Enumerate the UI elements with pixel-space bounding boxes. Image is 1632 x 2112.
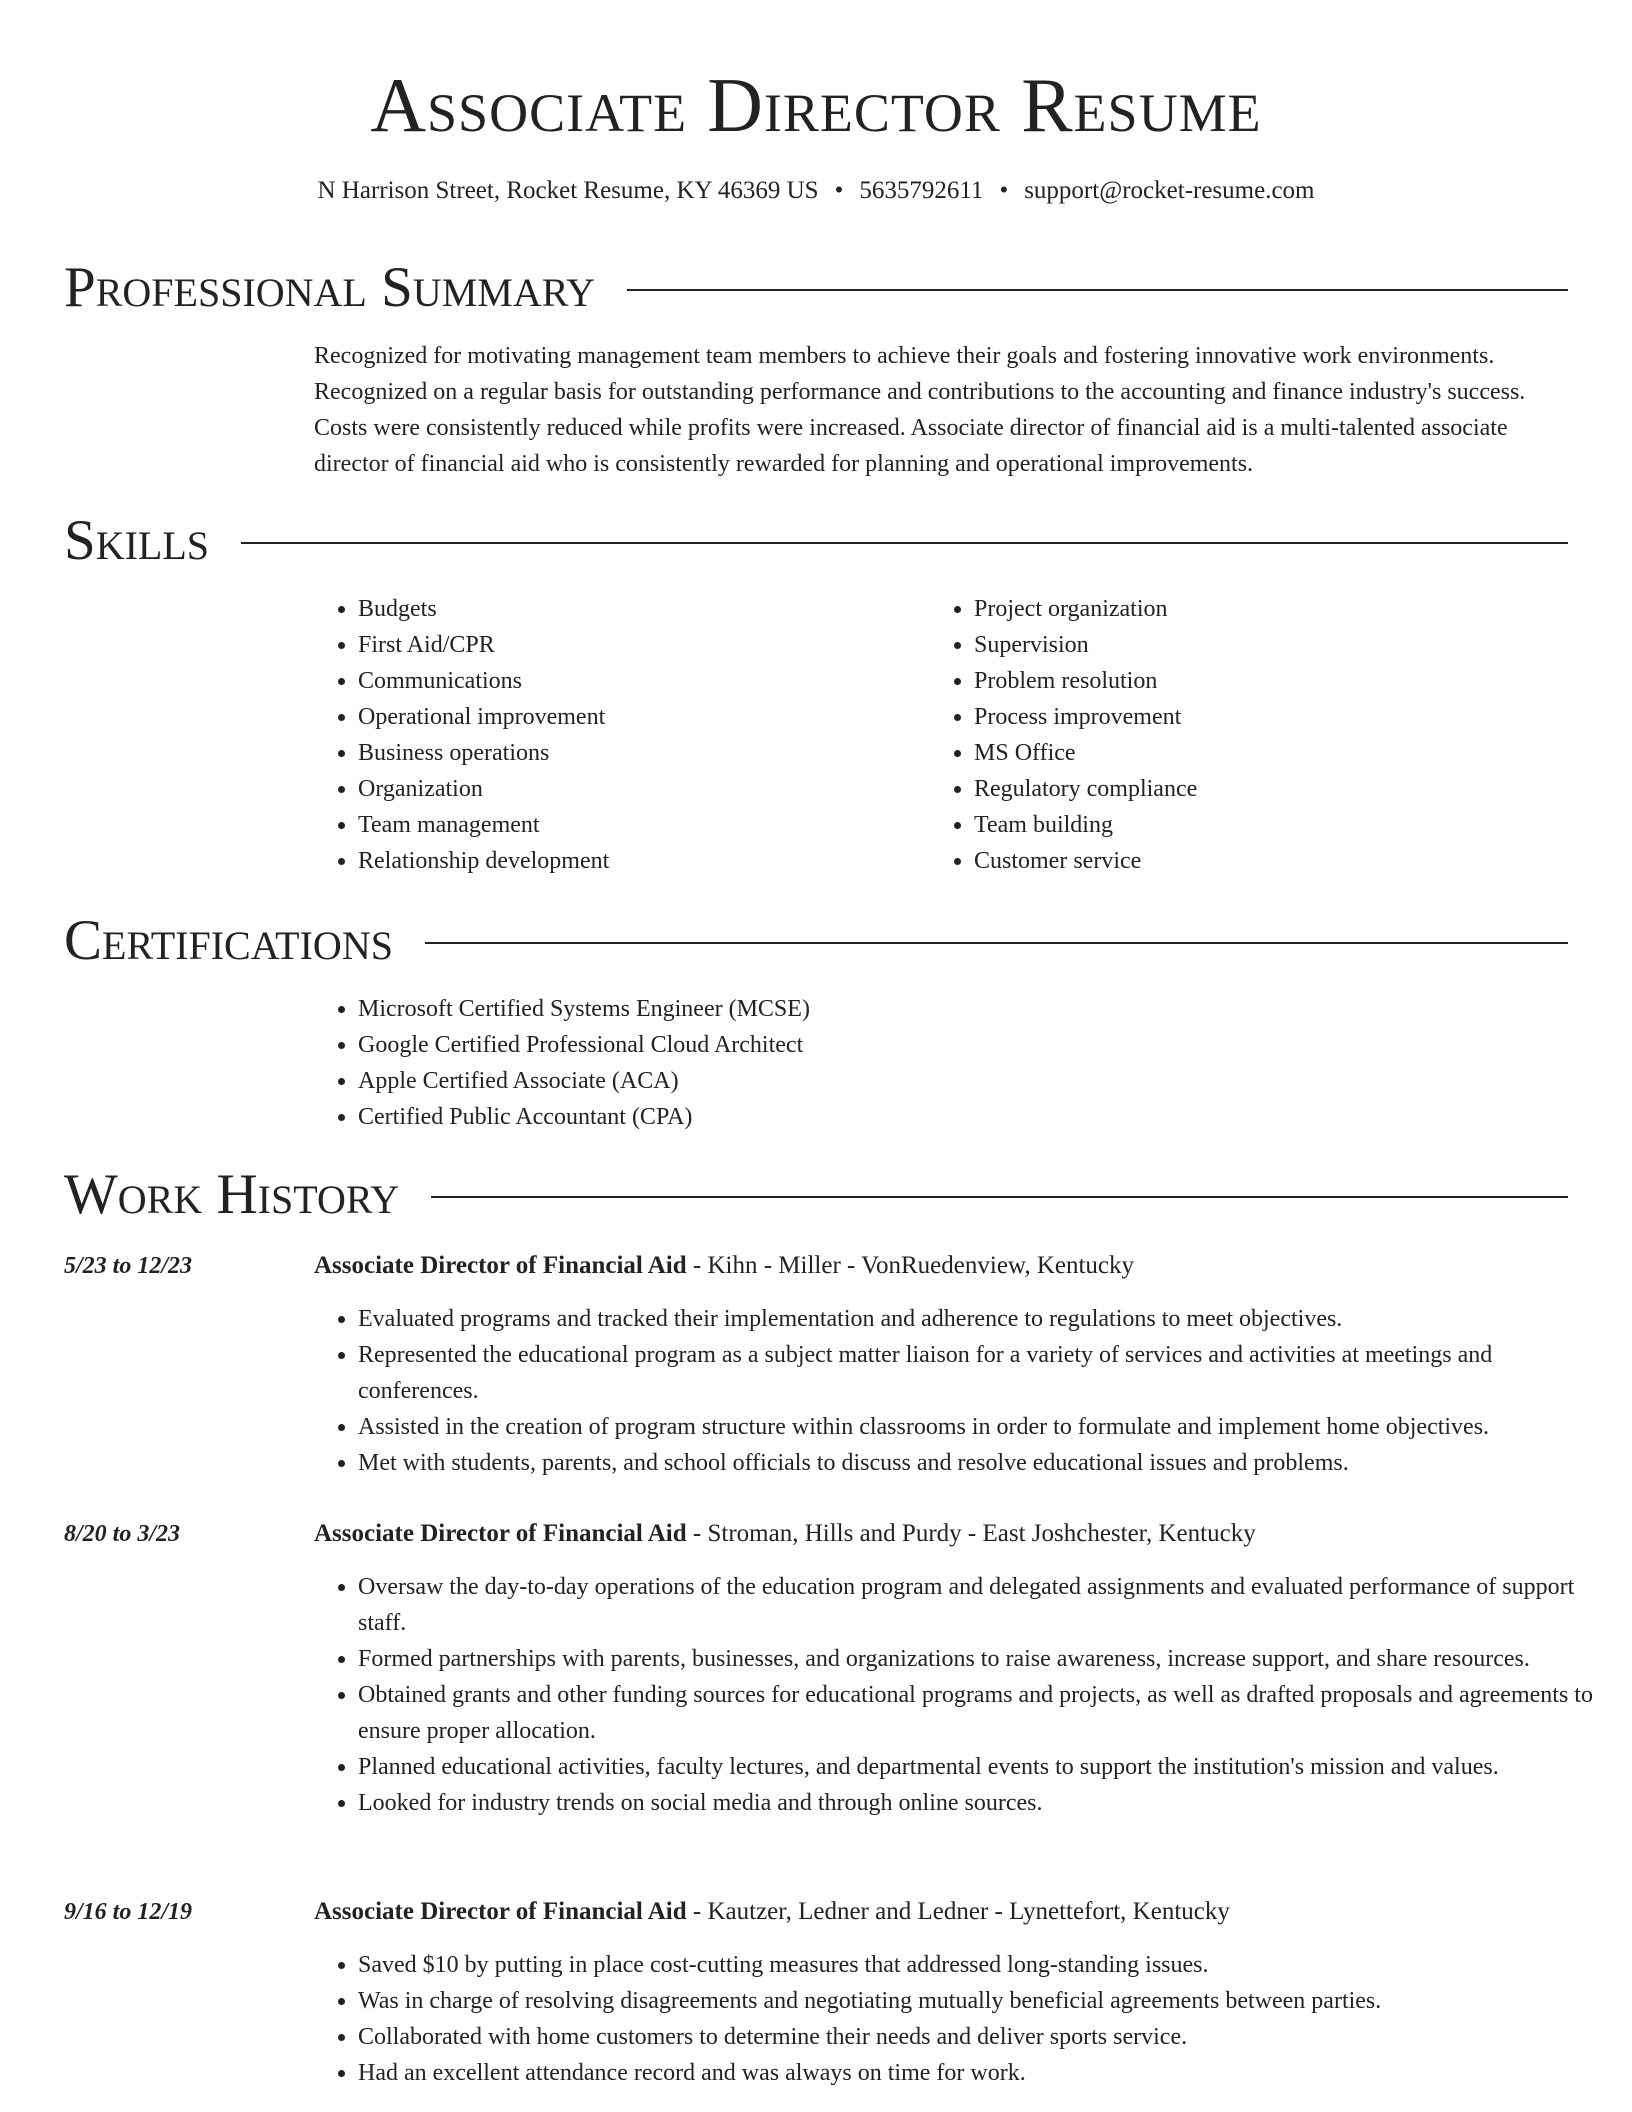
certification-item: • Apple Certified Associate (ACA) <box>358 1063 810 1099</box>
skill-item: • Team building <box>974 807 1197 843</box>
job-bullet: • Obtained grants and other funding sources for educational programs and projects, as well as drafted proposals and agreements to ensure proper allocation. <box>358 1677 1610 1749</box>
section-divider <box>627 289 1568 291</box>
work-history-section-header <box>64 1160 1568 1230</box>
job-bullet-list <box>314 1947 1610 2091</box>
job-bullet: • Met with students, parents, and school officials to discuss and resolve educational issues and problems. <box>358 1445 1610 1481</box>
job-title: Associate Director of Financial Aid <box>314 1252 687 1279</box>
job-dates: 5/23 to 12/23 <box>64 1253 193 1279</box>
skills-heading: Skills <box>64 509 210 572</box>
job-bullet: • Oversaw the day-to-day operations of the education program and delegated assignments and evaluated performance of support staff. <box>358 1569 1610 1641</box>
skills-section-header <box>64 506 1568 576</box>
job-header <box>314 1248 1134 1284</box>
certifications-section-header <box>64 906 1568 976</box>
skills-list-left <box>314 591 609 879</box>
job-bullets <box>314 1569 1610 1821</box>
job-bullet: • Collaborated with home customers to determine their needs and deliver sports service. <box>358 2019 1610 2055</box>
certification-item: • Microsoft Certified Systems Engineer (MCSE) <box>358 991 810 1027</box>
skill-item: • Relationship development <box>358 843 609 879</box>
certifications-block <box>314 991 810 1135</box>
section-divider <box>241 542 1568 544</box>
certification-item: • Certified Public Accountant (CPA) <box>358 1099 810 1135</box>
job-bullets <box>314 1301 1610 1481</box>
section-divider <box>425 942 1568 944</box>
job-bullet: • Planned educational activities, faculty lectures, and departmental events to support the institution's mission and values. <box>358 1749 1610 1785</box>
skills-column-right <box>930 591 1197 879</box>
contact-line <box>0 174 1632 208</box>
contact-phone: 5635792611 <box>859 177 984 204</box>
skill-item: • Organization <box>358 771 609 807</box>
section-divider <box>431 1196 1568 1198</box>
job-bullet-list <box>314 1301 1610 1481</box>
contact-email: support@rocket-resume.com <box>1024 177 1315 204</box>
summary-text: Recognized for motivating management team members to achieve their goals and fostering innovative work environments. Recognized on a regular basis for outstanding performance and contributions to the accounting and finance industry's success. Costs were consistently reduced while profits were increased. Associate director of financial aid is a multi-talented associate director of financial aid who is consistently rewarded for planning and operational improvements. <box>314 343 1526 477</box>
contact-address: N Harrison Street, Rocket Resume, KY 46369 US <box>317 177 819 204</box>
contact-separator: • <box>999 177 1009 204</box>
job-bullet: • Assisted in the creation of program structure within classrooms in order to formulate and implement home objectives. <box>358 1409 1610 1445</box>
job-bullet: • Represented the educational program as a subject matter liaison for a variety of services and activities at meetings and conferences. <box>358 1337 1610 1409</box>
skill-item: • Supervision <box>974 627 1197 663</box>
resume-title: Associate Director Resume <box>370 62 1262 148</box>
certifications-list <box>314 991 810 1135</box>
skill-item: • Business operations <box>358 735 609 771</box>
summary-heading: Professional Summary <box>64 256 596 319</box>
job-title: Associate Director of Financial Aid <box>314 1898 687 1925</box>
job-bullet: • Formed partnerships with parents, businesses, and organizations to raise awareness, increase support, and share resources. <box>358 1641 1610 1677</box>
skills-column-left <box>314 591 609 879</box>
job-employer: - Kautzer, Ledner and Ledner - Lynettefort, Kentucky <box>686 1898 1230 1925</box>
skill-item: • Customer service <box>974 843 1197 879</box>
skills-list-right <box>930 591 1197 879</box>
skill-item: • Team management <box>358 807 609 843</box>
skill-item: • First Aid/CPR <box>358 627 609 663</box>
job-bullets <box>314 1947 1610 2091</box>
skill-item: • Project organization <box>974 591 1197 627</box>
job-bullet: • Evaluated programs and tracked their implementation and adherence to regulations to meet objectives. <box>358 1301 1610 1337</box>
job-bullet: • Looked for industry trends on social media and through online sources. <box>358 1785 1610 1821</box>
skill-item: • Budgets <box>358 591 609 627</box>
job-title: Associate Director of Financial Aid <box>314 1520 687 1547</box>
certifications-heading: Certifications <box>64 909 393 972</box>
skill-item: • Process improvement <box>974 699 1197 735</box>
work-history-heading: Work History <box>64 1163 400 1226</box>
certification-item: • Google Certified Professional Cloud Architect <box>358 1027 810 1063</box>
job-bullet: • Was in charge of resolving disagreements and negotiating mutually beneficial agreements between parties. <box>358 1983 1610 2019</box>
contact-separator: • <box>834 177 844 204</box>
job-header <box>314 1516 1256 1552</box>
skill-item: • MS Office <box>974 735 1197 771</box>
skill-item: • Problem resolution <box>974 663 1197 699</box>
job-header <box>314 1894 1230 1930</box>
job-employer: - Kihn - Miller - VonRuedenview, Kentucky <box>686 1252 1135 1279</box>
job-dates: 8/20 to 3/23 <box>64 1521 181 1547</box>
skill-item: • Regulatory compliance <box>974 771 1197 807</box>
skill-item: • Operational improvement <box>358 699 609 735</box>
job-bullet-list <box>314 1569 1610 1821</box>
summary-section-header <box>64 253 1568 323</box>
job-employer: - Stroman, Hills and Purdy - East Joshchester, Kentucky <box>686 1520 1256 1547</box>
job-dates: 9/16 to 12/19 <box>64 1899 193 1925</box>
job-bullet: • Saved $10 by putting in place cost-cutting measures that addressed long-standing issues. <box>358 1947 1610 1983</box>
job-bullet: • Had an excellent attendance record and was always on time for work. <box>358 2055 1610 2091</box>
skill-item: • Communications <box>358 663 609 699</box>
